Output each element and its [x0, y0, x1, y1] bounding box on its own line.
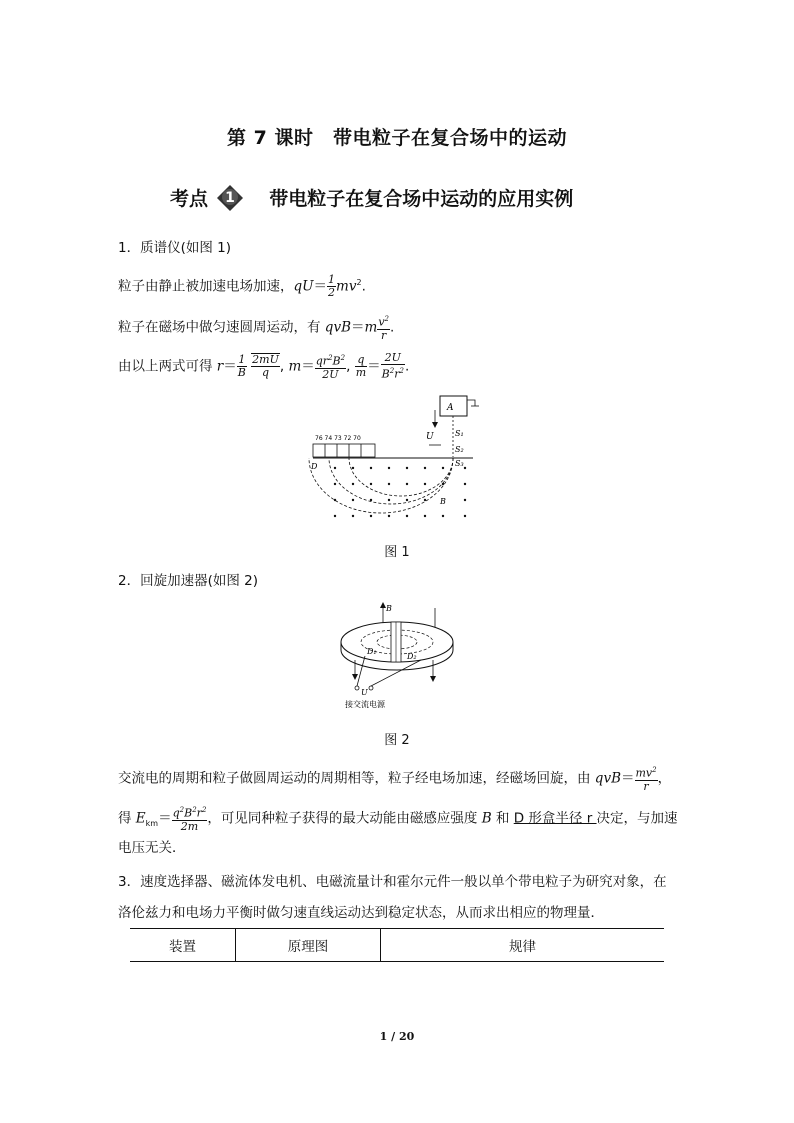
section-text: 带电粒子在复合场中运动的应用实例: [269, 188, 574, 210]
para2-line1: 交流电的周期和粒子做圆周运动的周期相等，粒子经电场加速，经磁场回旋，由 qvB＝ $\frac{mv^2}{r}$ ，: [118, 766, 672, 793]
label-U2: U: [361, 688, 368, 697]
label-D: D: [311, 462, 318, 471]
item3-line1: 3．速度选择器、磁流体发电机、电磁流量计和霍尔元件一般以单个带电粒子为研究对象，在: [118, 874, 667, 890]
scale-label: 76 74 73 72 70: [315, 435, 361, 442]
fig1-caption: 图 1: [384, 545, 410, 560]
label-S3: S₃: [455, 459, 464, 468]
label-D1: D₁: [367, 647, 377, 656]
mass-spectrometer-diagram: [305, 392, 495, 532]
label-S2: S₂: [455, 445, 464, 454]
label-S1: S₁: [455, 429, 464, 438]
item1-line2: 粒子在磁场中做匀速圆周运动，有 qvB＝m $\frac{v^2}{r}$ .: [118, 315, 395, 342]
fig2-caption: 图 2: [384, 733, 410, 748]
label-U: U: [426, 432, 434, 442]
item2-heading: 2．回旋加速器(如图 2): [118, 573, 259, 589]
header-rule: 规律: [381, 929, 665, 962]
section-number-badge: [217, 185, 243, 211]
label-B: B: [440, 497, 446, 506]
item3-line2: 洛伦兹力和电场力平衡时做匀速直线运动达到稳定状态，从而求出相应的物理量．: [118, 905, 604, 921]
item1-line3: 由以上两式可得 r＝ $\frac{1}{B}$ $\frac{2mU}{q}$ , m＝ $\frac{qr^2B^2}{2U}$ , $\frac{q}{m}$ ＝ $\frac{2U}{B^2r^2}$ .: [118, 351, 410, 381]
page-number: 1 / 20: [379, 1030, 415, 1043]
para2-line3: 电压无关．: [118, 840, 186, 856]
section-prefix: 考点: [170, 188, 209, 210]
item1-line1: 粒子由静止被加速电场加速，qU＝ $\frac{1}{2}$ $mv^2$.: [118, 273, 366, 299]
device-table: [130, 928, 664, 962]
item1-heading: 1．质谱仪(如图 1): [118, 240, 232, 256]
header-device: 装置: [130, 929, 236, 962]
page-title: 第 7 课时 带电粒子在复合场中的运动: [227, 127, 567, 149]
para2-line2: 得 $E_{km}=$ $\frac{q^2B^2r^2}{2m}$ ，可见同种粒子获得的最大动能由磁感应强度 B 和 D 形盒半径 r 决定，与加速: [118, 806, 678, 833]
cyclotron-diagram: [335, 600, 465, 715]
section-heading: [170, 184, 573, 211]
label-A: A: [447, 403, 454, 413]
label-D2: D₂: [407, 652, 417, 661]
header-diagram: 原理图: [236, 929, 381, 962]
section-number: 1: [224, 189, 235, 206]
label-B2: B: [386, 604, 392, 613]
ac-source-label: 接交流电源: [345, 700, 385, 709]
